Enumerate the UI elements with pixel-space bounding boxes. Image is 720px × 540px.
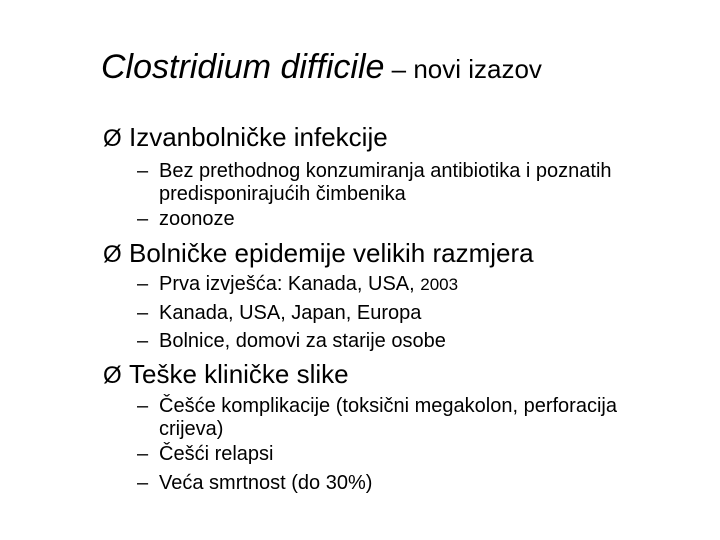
sub-item-text: zoonoze (159, 208, 235, 230)
sub-item-text (159, 273, 629, 296)
sub-item-text-part: Prva izvješća: Kanada, USA, (159, 273, 415, 295)
slide-title (101, 50, 542, 84)
heading-text: Izvanbolničke infekcije (129, 122, 388, 152)
year-text: 2003 (420, 275, 459, 294)
title-sub: – novi izazov (384, 54, 542, 84)
sub-item (137, 472, 629, 495)
sub-item-text: Veća smrtnost (do 30%) (159, 472, 373, 494)
arrow-bullet-icon: Ø (103, 362, 122, 389)
bullet-heading-3 (103, 359, 349, 391)
sub-item (137, 330, 629, 353)
bullet-heading-2 (103, 238, 534, 270)
sub-item-text: Kanada, USA, Japan, Europa (159, 302, 422, 324)
sub-item-text: Češći relapsi (159, 443, 274, 465)
arrow-bullet-icon: Ø (103, 125, 122, 152)
dash-bullet: – (137, 472, 149, 494)
sub-item (137, 160, 629, 206)
sub-item-text: Bez prethodnog konzumiranja antibiotika i poznatih predisponirajućih čimbenika (159, 160, 612, 205)
dash-bullet: – (137, 302, 149, 324)
bullet-heading-1 (103, 122, 388, 154)
heading-text: Teške kliničke slike (129, 359, 349, 389)
title-main: Clostridium difficile (101, 48, 385, 86)
sub-item (137, 302, 629, 325)
heading-text: Bolničke epidemije velikih razmjera (129, 238, 534, 268)
dash-bullet: – (137, 330, 149, 352)
arrow-bullet-icon: Ø (103, 241, 122, 268)
dash-bullet: – (137, 443, 149, 465)
dash-bullet: – (137, 160, 149, 182)
dash-bullet: – (137, 208, 149, 230)
dash-bullet: – (137, 273, 149, 295)
sub-item-text: Bolnice, domovi za starije osobe (159, 330, 446, 352)
sub-item (137, 395, 629, 441)
sub-item (137, 273, 629, 296)
sub-item (137, 208, 629, 231)
dash-bullet: – (137, 395, 149, 417)
sub-item (137, 443, 629, 466)
sub-item-text: Češće komplikacije (toksični megakolon, perforacija crijeva) (159, 395, 617, 440)
